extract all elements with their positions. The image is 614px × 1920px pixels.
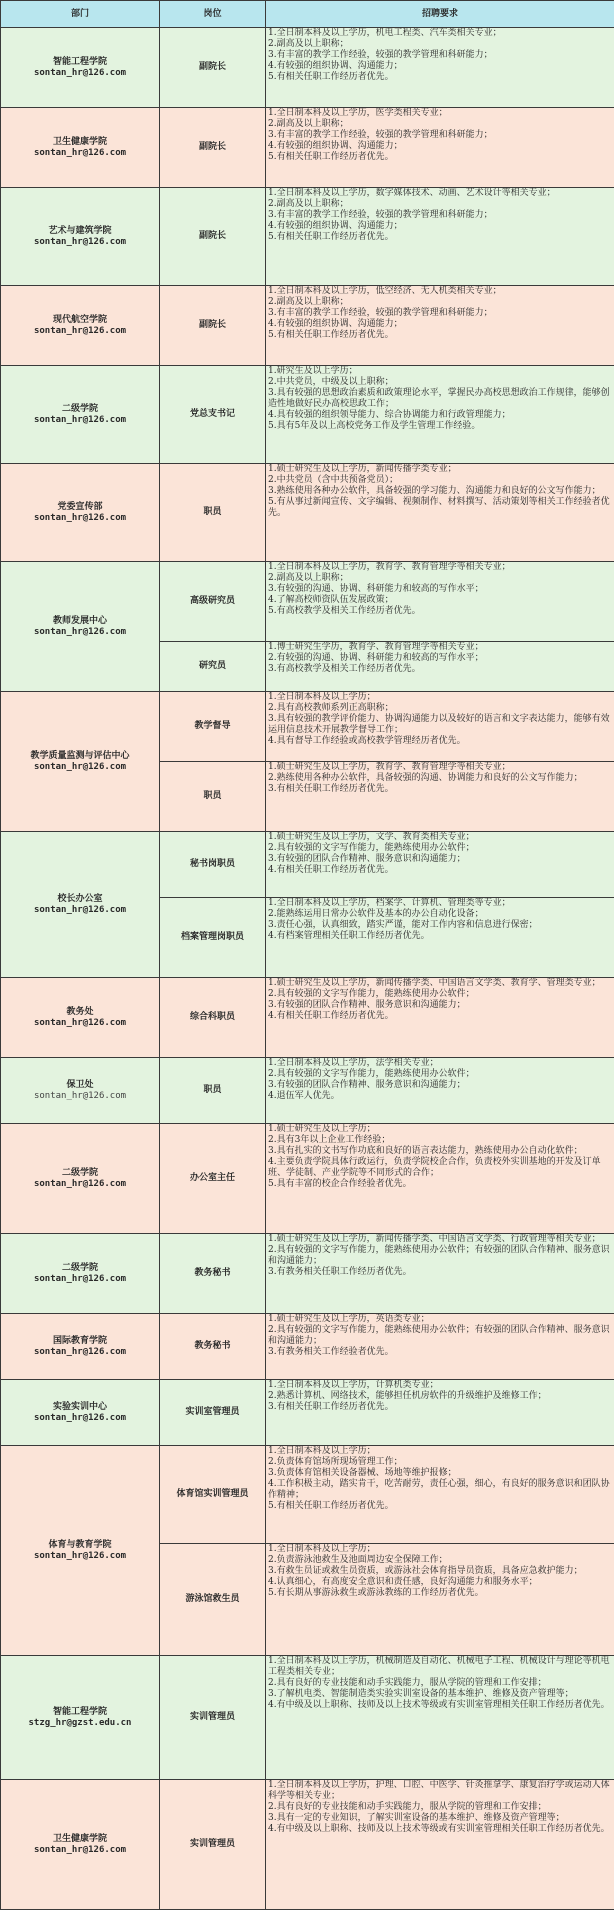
position-title: 游泳馆救生员 (160, 1544, 266, 1656)
requirement-line: 2.副高及以上职称； (268, 119, 349, 129)
dept-cell (1, 832, 160, 978)
dept-cell (1, 1234, 160, 1314)
requirements-cell (266, 1780, 614, 1910)
position-title: 副院长 (160, 108, 266, 188)
table-row (1, 366, 614, 464)
table-row (1, 1380, 614, 1446)
requirements-cell (266, 642, 614, 692)
header-position: 岗位 (160, 1, 266, 28)
requirements-cell (266, 898, 614, 978)
requirement-line: 3.了解机电类、智能制造类实验实训室设备的基本维护、维修及资产管理等； (268, 1689, 574, 1699)
table-row (1, 692, 614, 762)
dept-name: 卫生健康学院 (52, 136, 107, 147)
requirement-line: 3.有丰富的教学工作经验，较强的教学管理和科研能力； (268, 308, 493, 318)
dept-cell (1, 1446, 160, 1656)
dept-name: 卫生健康学院 (52, 1833, 107, 1844)
position-title: 教务秘书 (160, 1234, 266, 1314)
dept-email: sontan_hr@126.com (33, 1346, 127, 1357)
dept-name: 二级学院 (61, 1167, 98, 1178)
requirement-line: 3.有较强的团队合作精神、服务意识和沟通能力； (268, 854, 466, 864)
requirements-cell (266, 366, 614, 464)
requirement-line: 3.具有一定的专业知识，了解实训室设备的基本维护、维修及资产管理等； (268, 1813, 565, 1823)
requirement-line: 4.工作积极主动，踏实肯干，吃苦耐劳，责任心强，细心，有良好的服务意识和团队协作精神； (268, 1479, 610, 1500)
dept-cell (1, 1656, 160, 1780)
position-title: 副院长 (160, 188, 266, 286)
requirement-line: 3.有丰富的教学工作经验，较强的教学管理和科研能力； (268, 130, 493, 140)
requirements-cell (266, 464, 614, 562)
dept-email: sontan_hr@126.com (33, 1844, 127, 1855)
requirements-cell (266, 1058, 614, 1124)
dept-cell (1, 562, 160, 692)
requirement-line: 2.副高及以上职称； (268, 573, 349, 583)
table-row (1, 1124, 614, 1234)
dept-cell (1, 464, 160, 562)
requirement-line: 3.有较强的沟通、协调、科研能力和较高的写作水平； (268, 584, 484, 594)
table-row (1, 1780, 614, 1910)
requirement-line: 3.熟练使用各种办公软件，具备较强的学习能力、沟通能力和良好的公文写作能力； (268, 486, 601, 496)
requirement-line: 2.具有良好的专业技能和动手实践能力，服从学院的管理和工作安排； (268, 1678, 547, 1688)
requirement-line: 5.有长期从事游泳救生或游泳教练的工作经历者优先。 (268, 1588, 484, 1598)
dept-email: sontan_hr@126.com (33, 904, 127, 915)
position-title: 职员 (160, 464, 266, 562)
requirement-line: 1.全日制本科及以上学历，医学类相关专业； (268, 108, 448, 118)
requirement-line: 4.有中级及以上职称、技师及以上技术等级或有实训室管理相关任职工作经历者优先。 (268, 1824, 610, 1834)
dept-name: 体育与教育学院 (48, 1539, 112, 1550)
table-row (1, 108, 614, 188)
requirement-line: 1.硕士研究生及以上学历，新闻传播学类、中国语言文学类、行政管理等相关专业； (268, 1234, 601, 1244)
position-title: 副院长 (160, 28, 266, 108)
requirement-line: 3.具有扎实的文书写作功底和良好的语言表达能力，熟练使用办公自动化软件； (268, 1146, 583, 1156)
dept-email: stzg_hr@gzst.edu.cn (28, 1717, 132, 1728)
requirement-line: 2.具有较强的文字写作能力，能熟练使用办公软件； (268, 1069, 475, 1079)
position-title: 研究员 (160, 642, 266, 692)
requirement-line: 5.具有丰富的校企合作经验者优先。 (268, 1179, 412, 1189)
dept-email: sontan_hr@126.com (33, 325, 127, 336)
dept-cell (1, 1780, 160, 1910)
table-row (1, 562, 614, 642)
requirement-line: 3.有教务相关任职工作经历者优先。 (268, 1267, 412, 1277)
position-title: 实训管理员 (160, 1780, 266, 1910)
requirement-line: 1.全日制本科及以上学历； (268, 1544, 376, 1554)
requirement-line: 4.具有督导工作经验或高校教学管理经历者优先。 (268, 736, 466, 746)
dept-name: 二级学院 (61, 403, 98, 414)
requirement-line: 1.全日制本科及以上学历，法学相关专业； (268, 1058, 439, 1068)
requirement-line: 1.硕士研究生及以上学历； (268, 1124, 376, 1134)
requirement-line: 1.研究生及以上学历； (268, 366, 358, 376)
dept-name: 智能工程学院 (52, 1706, 107, 1717)
requirement-line: 1.全日制本科及以上学历，教育学、教育管理学等相关专业； (268, 562, 511, 572)
requirement-line: 4.有较强的组织协调、沟通能力； (268, 61, 403, 71)
requirement-line: 1.全日制本科及以上学历，机电工程类、汽车类相关专业； (268, 28, 502, 38)
dept-cell (1, 108, 160, 188)
dept-name: 智能工程学院 (52, 56, 107, 67)
header-dept: 部门 (1, 1, 160, 28)
position-title: 秘书岗职员 (160, 832, 266, 898)
requirement-line: 4.有相关任职工作经历者优先。 (268, 1011, 394, 1021)
requirement-line: 1.全日制本科及以上学历，计算机类专业； (268, 1380, 439, 1390)
requirements-cell (266, 286, 614, 366)
requirements-cell (266, 108, 614, 188)
dept-email: sontan_hr@126.com (33, 1273, 127, 1284)
requirement-line: 5.具有5年及以上高校党务工作及学生管理工作经验。 (268, 421, 481, 431)
dept-email: sontan_hr@126.com (33, 147, 127, 158)
requirement-line: 1.硕士研究生及以上学历，教育学、教育管理学等相关专业； (268, 762, 511, 772)
requirements-cell (266, 1380, 614, 1446)
requirement-line: 2.副高及以上职称； (268, 199, 349, 209)
requirements-cell (266, 562, 614, 642)
requirements-cell (266, 1234, 614, 1314)
table-body (1, 28, 614, 1910)
dept-email: sontan_hr@126.com (33, 512, 127, 523)
requirement-line: 2.具有3年以上企业工作经验； (268, 1135, 391, 1145)
requirement-line: 4.认真细心，有高度安全意识和责任感，良好沟通能力和服务水平； (268, 1577, 538, 1587)
dept-name: 现代航空学院 (52, 314, 107, 325)
dept-email: sontan_hr@126.com (33, 1017, 127, 1028)
requirement-line: 5.有相关任职工作经历者优先。 (268, 152, 394, 162)
requirement-line: 2.副高及以上职称； (268, 297, 349, 307)
table-row (1, 1314, 614, 1380)
position-title: 高级研究员 (160, 562, 266, 642)
dept-cell (1, 692, 160, 832)
requirement-line: 3.有丰富的教学工作经验，较强的教学管理和科研能力； (268, 210, 493, 220)
requirement-line: 4.了解高校师资队伍发展政策； (268, 595, 394, 605)
requirement-line: 3.有相关任职工作经历者优先。 (268, 784, 394, 794)
requirements-cell (266, 1124, 614, 1234)
requirement-line: 5.有从事过新闻宣传、文字编辑、视频制作、材料撰写、活动策划等相关工作经验者优先。 (268, 497, 610, 518)
dept-cell (1, 286, 160, 366)
table-row (1, 978, 614, 1058)
requirement-line: 3.有较强的团队合作精神、服务意识和沟通能力； (268, 1080, 466, 1090)
dept-name: 二级学院 (61, 1262, 98, 1273)
requirements-cell (266, 1314, 614, 1380)
table-row (1, 1058, 614, 1124)
requirement-line: 5.有相关任职工作经历者优先。 (268, 330, 394, 340)
requirement-line: 2.熟悉计算机、网络技术，能够担任机房软件的升级维护及维修工作； (268, 1391, 547, 1401)
dept-cell (1, 1058, 160, 1124)
requirement-line: 1.硕士研究生及以上学历，新闻传播学类专业； (268, 464, 457, 474)
requirement-line: 4.有较强的组织协调、沟通能力； (268, 319, 403, 329)
position-title: 体育馆实训管理员 (160, 1446, 266, 1544)
requirement-line: 2.能熟练运用日常办公软件及基本的办公自动化设备； (268, 909, 484, 919)
requirements-cell (266, 1544, 614, 1656)
dept-email: sontan_hr@126.com (33, 761, 127, 772)
requirement-line: 3.有丰富的教学工作经验，较强的教学管理和科研能力； (268, 50, 493, 60)
requirements-cell (266, 832, 614, 898)
requirements-cell (266, 762, 614, 832)
requirement-line: 2.中共党员（含中共预备党员）； (268, 475, 399, 485)
dept-cell (1, 28, 160, 108)
dept-name: 艺术与建筑学院 (48, 225, 112, 236)
requirement-line: 4.有较强的组织协调、沟通能力； (268, 221, 403, 231)
dept-email: sontan_hr@126.com (33, 1412, 127, 1423)
requirement-line: 5.有相关任职工作经历者优先。 (268, 72, 394, 82)
table-row (1, 286, 614, 366)
requirement-line: 3.有高校教学及相关工作经历者优先。 (268, 664, 421, 674)
requirement-line: 3.负责体育馆相关设备器械、场地等维护报修； (268, 1468, 457, 1478)
requirement-line: 3.有教务相关工作经验者优先。 (268, 1347, 394, 1357)
dept-email: sontan_hr@126.com (33, 1178, 127, 1189)
requirement-line: 2.具有较强的文字写作能力，能熟练使用办公软件； (268, 989, 475, 999)
requirement-line: 4.退伍军人优先。 (268, 1091, 340, 1101)
position-title: 副院长 (160, 286, 266, 366)
table-header-row (1, 1, 614, 28)
dept-name: 党委宣传部 (57, 501, 103, 512)
dept-name: 教师发展中心 (52, 615, 107, 626)
requirement-line: 2.中共党员，中级及以上职称； (268, 377, 394, 387)
requirement-line: 1.全日制本科及以上学历； (268, 1446, 376, 1456)
requirement-line: 4.主要负责学院具体行政运行，负责学院校企合作，负责校外实训基地的开发及订单班、学徒制、产业学院等不同形式的合作； (268, 1157, 601, 1178)
requirement-line: 4.有相关任职工作经历者优先。 (268, 865, 394, 875)
dept-name: 教务处 (66, 1006, 94, 1017)
requirement-line: 4.有中级及以上职称、技师及以上技术等级或有实训室管理相关任职工作经历者优先。 (268, 1700, 610, 1710)
requirement-line: 1.硕士研究生及以上学历，新闻传播学类、中国语言文学类、教育学、管理类专业； (268, 978, 601, 988)
dept-name: 保卫处 (66, 1079, 94, 1090)
header-requirements: 招聘要求 (266, 1, 614, 28)
table-row (1, 28, 614, 108)
table-row (1, 464, 614, 562)
position-title: 办公室主任 (160, 1124, 266, 1234)
requirement-line: 2.具有较强的文字写作能力，能熟练使用办公软件； (268, 843, 475, 853)
table-row (1, 832, 614, 898)
table-row (1, 1656, 614, 1780)
dept-name: 国际教育学院 (52, 1335, 107, 1346)
requirement-line: 3.责任心强，认真细致，踏实严谨，能对工作内容和信息进行保密； (268, 920, 538, 930)
requirement-line: 2.熟练使用各种办公软件，具备较强的沟通、协调能力和良好的公文写作能力； (268, 773, 583, 783)
requirement-line: 3.具有较强的思想政治素质和政策理论水平，掌握民办高校思想政治工作规律，能够创造性地做好民办高校思政工作； (268, 388, 610, 409)
requirement-line: 2.负责游泳池救生及池面周边安全保障工作； (268, 1555, 448, 1565)
position-title: 实训室管理员 (160, 1380, 266, 1446)
position-title: 职员 (160, 1058, 266, 1124)
requirement-line: 1.全日制本科及以上学历； (268, 692, 376, 702)
requirement-line: 2.副高及以上职称； (268, 39, 349, 49)
requirement-line: 1.全日制本科及以上学历，档案学、计算机、管理类等专业； (268, 898, 511, 908)
table-row (1, 188, 614, 286)
requirement-line: 3.有相关任职工作经历者优先。 (268, 1402, 394, 1412)
requirements-cell (266, 1446, 614, 1544)
requirement-line: 2.具有较强的文字写作能力，能熟练使用办公软件；有较强的团队合作精神、服务意识和沟通能力； (268, 1325, 610, 1346)
position-title: 实训管理员 (160, 1656, 266, 1780)
requirements-cell (266, 28, 614, 108)
dept-name: 校长办公室 (57, 893, 103, 904)
requirement-line: 5.有相关任职工作经历者优先。 (268, 232, 394, 242)
dept-name: 实验实训中心 (52, 1401, 107, 1412)
requirements-cell (266, 978, 614, 1058)
requirement-line: 3.有较强的团队合作精神、服务意识和沟通能力； (268, 1000, 466, 1010)
table-row (1, 1446, 614, 1544)
requirement-line: 5.有相关任职工作经历者优先。 (268, 1501, 394, 1511)
requirement-line: 2.具有较强的文字写作能力，能熟练使用办公软件；有较强的团队合作精神、服务意识和沟通能力； (268, 1245, 610, 1266)
requirement-line: 3.具有较强的教学评价能力、协调沟通能力以及较好的语言和文字表达能力，能够有效运用信息技术开展教学督导工作； (268, 714, 610, 735)
requirements-cell (266, 692, 614, 762)
requirement-line: 2.有较强的沟通、协调、科研能力和较高的写作水平； (268, 653, 484, 663)
requirement-line: 5.有高校教学及相关工作经历者优先。 (268, 606, 421, 616)
dept-email: sontan_hr@126.com (33, 236, 127, 247)
dept-email: sontan_hr@126.com (33, 1090, 127, 1101)
dept-cell (1, 366, 160, 464)
requirement-line: 1.全日制本科及以上学历，护理、口腔、中医学、针灸推拿学、康复治疗学或运动人体科学等相关专业； (268, 1780, 610, 1801)
dept-email: sontan_hr@126.com (33, 626, 127, 637)
position-title: 党总支书记 (160, 366, 266, 464)
dept-email: sontan_hr@126.com (33, 414, 127, 425)
table-row (1, 1234, 614, 1314)
dept-cell (1, 978, 160, 1058)
position-title: 综合科职员 (160, 978, 266, 1058)
dept-cell (1, 188, 160, 286)
requirement-line: 1.硕士研究生及以上学历，英语类专业； (268, 1314, 430, 1324)
dept-cell (1, 1124, 160, 1234)
requirements-cell (266, 188, 614, 286)
requirement-line: 1.全日制本科及以上学历，低空经济、无人机类相关专业； (268, 286, 502, 296)
position-title: 档案管理岗职员 (160, 898, 266, 978)
requirement-line: 1.博士研究生学历，教育学、教育管理学等相关专业； (268, 642, 484, 652)
requirement-line: 4.有档案管理相关任职工作经历者优先。 (268, 931, 430, 941)
requirement-line: 1.全日制本科及以上学历，数字媒体技术、动画、艺术设计等相关专业； (268, 188, 556, 198)
dept-email: sontan_hr@126.com (33, 1550, 127, 1561)
requirement-line: 1.硕士研究生及以上学历，文学、教育类相关专业； (268, 832, 475, 842)
position-title: 教务秘书 (160, 1314, 266, 1380)
requirement-line: 4.有较强的组织协调、沟通能力； (268, 141, 403, 151)
dept-cell (1, 1380, 160, 1446)
requirement-line: 2.具有高校教师系列正高职称； (268, 703, 394, 713)
position-title: 职员 (160, 762, 266, 832)
dept-cell (1, 1314, 160, 1380)
requirements-cell (266, 1656, 614, 1780)
requirement-line: 2.具有良好的专业技能和动手实践能力，服从学院的管理和工作安排； (268, 1802, 547, 1812)
dept-name: 教学质量监测与评估中心 (30, 750, 130, 761)
dept-email: sontan_hr@126.com (33, 67, 127, 78)
requirement-line: 2.负责体育馆场所现场管理工作； (268, 1457, 403, 1467)
requirement-line: 1.全日制本科及以上学历，机械制造及自动化、机械电子工程、机械设计与理论等机电工程类相关专业； (268, 1656, 610, 1677)
requirement-line: 3.有救生员证或救生员资质，或游泳社会体育指导员资质，具备应急救护能力； (268, 1566, 583, 1576)
requirement-line: 4.具有较强的组织领导能力、综合协调能力和行政管理能力； (268, 410, 511, 420)
position-title: 教学督导 (160, 692, 266, 762)
